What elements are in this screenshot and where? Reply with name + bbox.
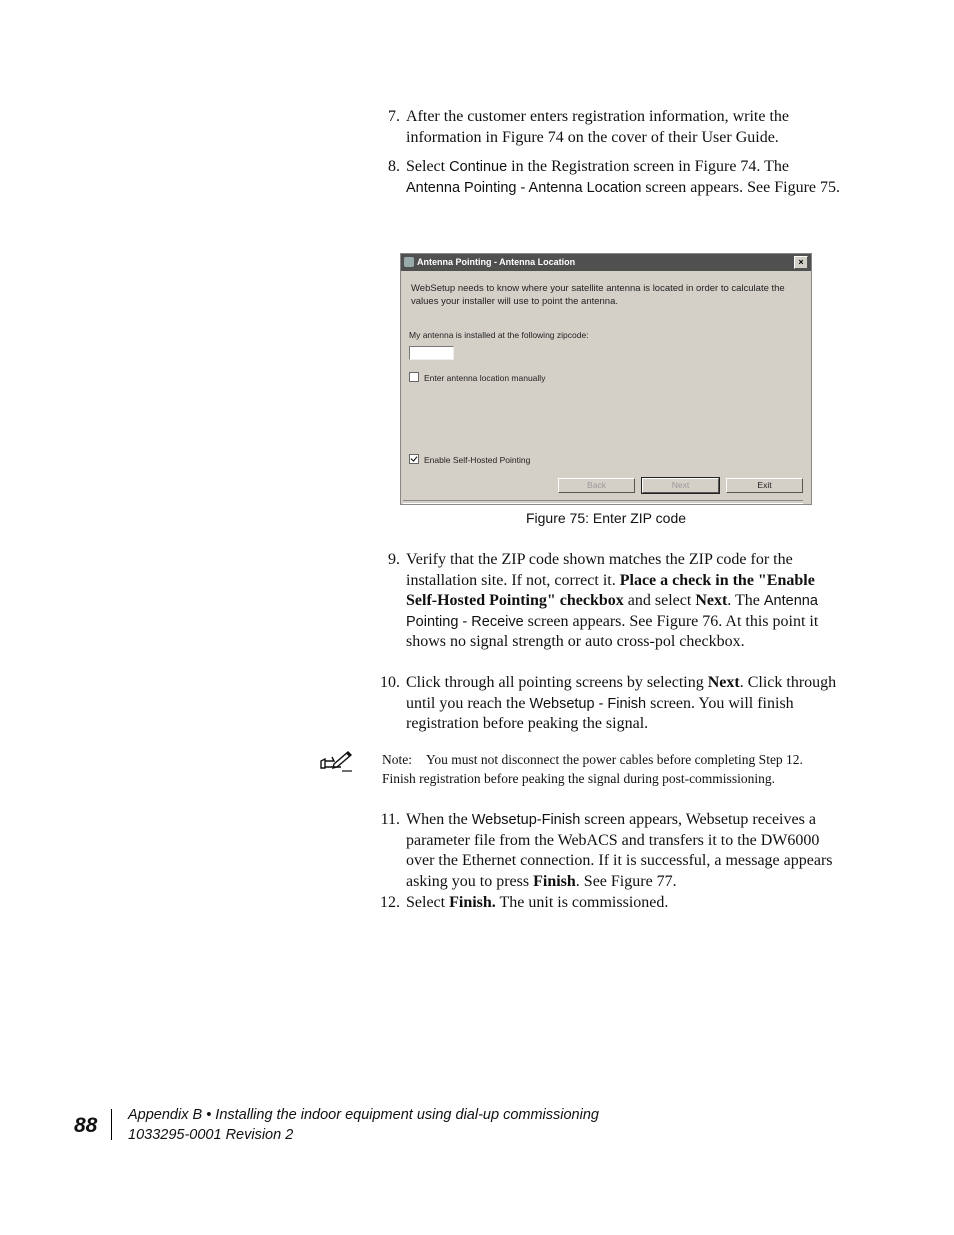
- manual-location-checkbox[interactable]: [409, 372, 419, 382]
- text-run: screen appears. See Figure 75.: [641, 178, 840, 196]
- close-icon[interactable]: ×: [794, 256, 808, 269]
- next-button[interactable]: Next: [642, 478, 719, 493]
- ui-term-continue: Continue: [449, 159, 508, 175]
- step-number: 8.: [388, 158, 400, 175]
- app-icon: [404, 257, 414, 267]
- emphasis-finish: Finish.: [449, 894, 496, 911]
- text-run: screen. You will finish registration before peaking the signal.: [406, 694, 794, 732]
- text-run: Select: [406, 158, 450, 175]
- step-11: [370, 810, 840, 892]
- text-run: Select: [406, 894, 450, 911]
- dialog-intro-text: WebSetup needs to know where your satellite antenna is located in order to calculate the values your installer will use to point the antenna.: [411, 283, 785, 307]
- self-hosted-checkbox[interactable]: [409, 454, 419, 464]
- text-run: . Click through until you reach the: [406, 674, 837, 712]
- zip-input[interactable]: [409, 346, 454, 360]
- text-run: in the Registration screen in Figure 74. The: [507, 158, 790, 175]
- dialog-divider: [403, 500, 803, 504]
- footer-text: [128, 1106, 599, 1145]
- ui-term-screen: Antenna Pointing - Receive: [406, 593, 818, 630]
- step-number: 10.: [380, 674, 400, 691]
- note-block: [382, 751, 812, 788]
- step-number: 12.: [380, 894, 400, 911]
- step-number: 9.: [388, 551, 400, 568]
- dialog-title: Antenna Pointing - Antenna Location: [417, 257, 576, 267]
- zip-label: My antenna is installed at the following zipcode:: [409, 330, 589, 340]
- text-run: The unit is commissioned.: [495, 894, 669, 911]
- step-text: [406, 157, 840, 198]
- step-10: [370, 673, 840, 735]
- self-hosted-label: Enable Self-Hosted Pointing: [424, 455, 531, 465]
- step-text: [406, 673, 840, 735]
- step-7: [370, 107, 840, 148]
- text-run: . See Figure 77.: [575, 872, 677, 890]
- page-number: 88: [74, 1114, 98, 1137]
- step-8: [370, 157, 840, 198]
- manual-location-label: Enter antenna location manually: [424, 373, 546, 383]
- text-run: When the: [406, 811, 472, 828]
- emphasis-next: Next: [695, 592, 728, 609]
- step-9: [370, 550, 840, 653]
- exit-button[interactable]: Exit: [726, 478, 803, 493]
- note-label: Note:: [382, 752, 412, 767]
- text-run: and select: [623, 592, 696, 609]
- emphasis-text: Place a check in the "Enable Self-Hosted Pointing" checkbox: [406, 571, 815, 609]
- manual-location-row[interactable]: [409, 372, 545, 383]
- text-run: Click through all pointing screens by selecting: [406, 674, 708, 691]
- step-text: [406, 810, 840, 892]
- text-run: screen appears, Websetup receives a parameter file from the WebACS and transfers it to the DW6000 over the Ethernet connection. If it is successful, a message appears asking you to press: [406, 811, 833, 890]
- dialog-titlebar: [401, 254, 811, 271]
- back-button[interactable]: Back: [558, 478, 635, 493]
- ui-term-screen: Websetup - Finish: [529, 695, 647, 712]
- step-12: [370, 893, 840, 914]
- text-run: screen appears. See Figure 76. At this point it shows no signal strength or auto cross-pol checkbox.: [406, 612, 819, 650]
- ui-term-screen: Antenna Pointing - Antenna Location: [406, 179, 642, 196]
- step-text: After the customer enters registration information, write the information in Figure 74 on the cover of their User Guide.: [406, 108, 789, 146]
- dialog-antenna-location: [400, 253, 812, 505]
- step-number: 11.: [380, 811, 400, 828]
- note-text: You must not disconnect the power cables before completing Step 12. Finish registration before peaking the signal during post-commissioning.: [382, 752, 803, 786]
- text-run: . The: [727, 592, 764, 609]
- footer-docnum: 1033295-0001 Revision 2: [128, 1126, 294, 1143]
- note-pencil-icon: [318, 748, 354, 776]
- self-hosted-row[interactable]: [409, 454, 530, 465]
- ui-term-screen: Websetup-Finish: [471, 812, 581, 828]
- footer-chapter: Appendix B • Installing the indoor equipment using dial-up commissioning: [128, 1107, 599, 1123]
- step-text: [406, 550, 840, 653]
- footer-divider: [111, 1109, 112, 1140]
- text-run: Verify that the ZIP code shown matches the ZIP code for the installation site. If not, correct it.: [406, 551, 793, 589]
- step-text: [406, 893, 840, 914]
- figure-caption: Figure 75: Enter ZIP code: [525, 510, 687, 526]
- emphasis-finish: Finish: [533, 872, 576, 890]
- emphasis-next: Next: [707, 674, 740, 691]
- step-number: 7.: [388, 108, 400, 125]
